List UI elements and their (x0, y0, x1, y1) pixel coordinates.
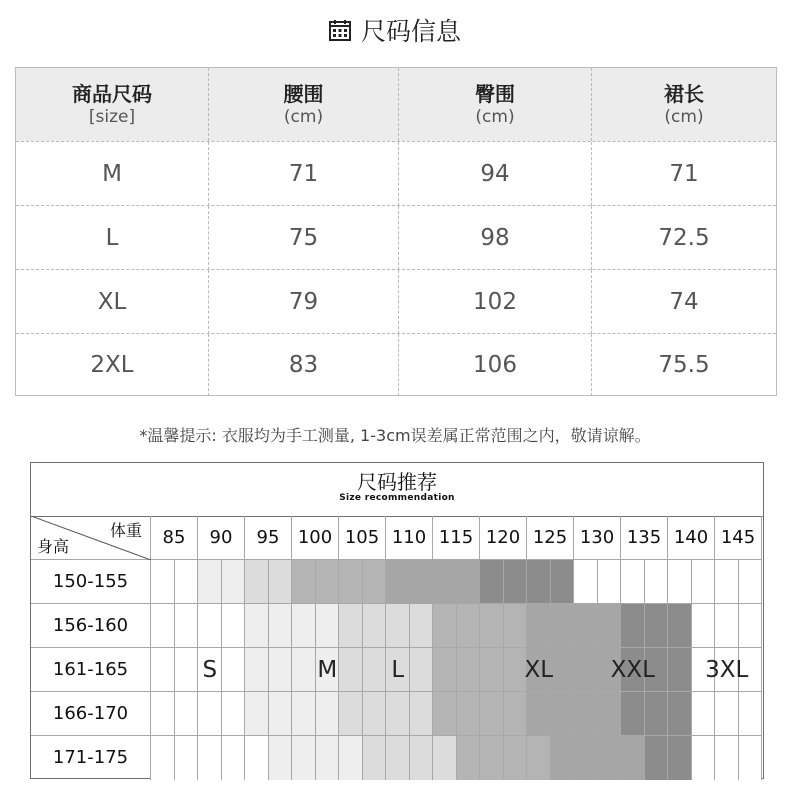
grid-cell (457, 648, 481, 692)
table-cell: 83 (208, 334, 398, 396)
page-title-text: 尺码信息 (360, 17, 461, 46)
weight-axis-label: 体重 (109, 521, 142, 540)
grid-cell (574, 692, 598, 736)
grid-cell (339, 560, 363, 604)
header-main: 臀围 (475, 81, 515, 106)
grid-cell (598, 692, 622, 736)
grid-cell (222, 604, 246, 648)
grid-cell (316, 692, 340, 736)
grid-cell (316, 604, 340, 648)
grid-cell (245, 604, 269, 648)
grid-cell (480, 648, 504, 692)
grid-cell (316, 560, 340, 604)
grid-cell (645, 604, 669, 648)
header-cell (591, 68, 776, 141)
grid-cell (339, 736, 363, 780)
grid-cell (386, 560, 410, 604)
grid-cell (715, 736, 739, 780)
grid-cell (551, 604, 575, 648)
table-row (16, 269, 776, 334)
grid-cell (433, 604, 457, 648)
size-label: M (317, 657, 338, 683)
table-row (16, 141, 776, 206)
header-cell (208, 68, 398, 141)
header-cell (398, 68, 591, 141)
table-cell: 75 (208, 206, 398, 270)
table-cell: 102 (398, 270, 591, 334)
grid-cell (175, 648, 199, 692)
grid-cell (504, 604, 528, 648)
weight-label: 125 (527, 516, 574, 560)
grid-cell (551, 560, 575, 604)
grid-cell (598, 736, 622, 780)
height-label: 171-175 (31, 736, 151, 780)
grid-cell (269, 736, 293, 780)
grid-cell (292, 560, 316, 604)
measurement-note: *温馨提示: 衣服均为手工测量, 1-3cm误差属正常范围之内，敬请谅解。 (139, 426, 651, 445)
grid-cell (198, 692, 222, 736)
table-cell: 71 (591, 142, 776, 206)
grid-cell (151, 604, 175, 648)
weight-label: 140 (668, 516, 715, 560)
table-cell: 79 (208, 270, 398, 334)
weight-label: 105 (339, 516, 386, 560)
recommendation-header (31, 463, 763, 517)
grid-cell (269, 692, 293, 736)
size-label: XL (524, 657, 554, 683)
grid-cell (551, 736, 575, 780)
grid-cell (410, 604, 434, 648)
grid-cell (598, 560, 622, 604)
grid-cell (574, 736, 598, 780)
grid-cell (292, 648, 316, 692)
header-unit: (cm) (283, 106, 324, 127)
weight-label: 85 (151, 516, 198, 560)
header-unit: [size] (88, 106, 136, 127)
table-cell: 2XL (90, 352, 134, 378)
grid-cell (457, 560, 481, 604)
grid-cell (739, 560, 763, 604)
grid-cell (457, 692, 481, 736)
table-row (16, 333, 776, 396)
corner-header (31, 516, 151, 560)
weight-label: 95 (245, 516, 292, 560)
grid-cell (363, 648, 387, 692)
grid-cell (551, 692, 575, 736)
grid-cell (245, 648, 269, 692)
grid-cell (292, 604, 316, 648)
table-cell: M (102, 161, 122, 187)
weight-label: 100 (292, 516, 339, 560)
grid-cell (292, 736, 316, 780)
grid-cell (151, 560, 175, 604)
table-cell: 94 (398, 142, 591, 206)
recommendation-title: 尺码推荐 (357, 470, 437, 494)
grid-cell (574, 604, 598, 648)
header-main: 腰围 (283, 81, 324, 106)
table-cell: 106 (398, 334, 591, 396)
height-axis-label: 身高 (37, 537, 70, 556)
header-unit: (cm) (475, 106, 515, 127)
grid-cell (386, 692, 410, 736)
grid-cell (222, 692, 246, 736)
recommendation-subtitle: Size recommendation (339, 493, 455, 503)
grid-cell (433, 560, 457, 604)
grid-cell (151, 692, 175, 736)
grid-cell (339, 692, 363, 736)
grid-cell (386, 604, 410, 648)
grid-cell (151, 736, 175, 780)
grid-cell (668, 604, 692, 648)
grid-cell (527, 604, 551, 648)
grid-cell (621, 736, 645, 780)
size-label: S (202, 657, 218, 683)
grid-cell (504, 692, 528, 736)
grid-cell (245, 692, 269, 736)
grid-cell (668, 736, 692, 780)
weight-label: 145 (715, 516, 762, 560)
grid-cell (692, 736, 716, 780)
grid-cell (457, 604, 481, 648)
weight-label: 120 (480, 516, 527, 560)
grid-cell (621, 560, 645, 604)
grid-cell (433, 648, 457, 692)
size-table (15, 67, 777, 396)
page-title (0, 12, 790, 48)
grid-cell (668, 648, 692, 692)
grid-cell (715, 692, 739, 736)
grid-cell (222, 648, 246, 692)
grid-cell (527, 736, 551, 780)
table-row (16, 205, 776, 270)
grid-cell (457, 736, 481, 780)
grid-cell (480, 736, 504, 780)
size-recommendation-chart (30, 462, 764, 779)
grid-cell (222, 736, 246, 780)
table-cell: 71 (208, 142, 398, 206)
grid-cell (151, 648, 175, 692)
grid-cell (198, 604, 222, 648)
size-label: XXL (610, 657, 655, 683)
grid-cell (504, 560, 528, 604)
size-label: L (391, 657, 405, 683)
header-main: 裙长 (664, 81, 704, 106)
grid-cell (739, 692, 763, 736)
grid-cell (175, 736, 199, 780)
grid-cell (386, 736, 410, 780)
grid-cell (410, 648, 434, 692)
grid-cell (363, 604, 387, 648)
height-label: 150-155 (31, 560, 151, 604)
grid-cell (433, 692, 457, 736)
table-cell: 75.5 (591, 334, 776, 396)
grid-cell (222, 560, 246, 604)
grid-cell (480, 560, 504, 604)
weight-label: 110 (386, 516, 433, 560)
grid-cell (574, 560, 598, 604)
grid-cell (692, 604, 716, 648)
grid-cell (198, 560, 222, 604)
grid-cell (269, 648, 293, 692)
weight-label: 135 (621, 516, 668, 560)
size-label: 3XL (705, 657, 749, 683)
grid-cell (692, 560, 716, 604)
grid-cell (433, 736, 457, 780)
grid-cell (175, 560, 199, 604)
grid-cell (339, 604, 363, 648)
grid-cell (410, 736, 434, 780)
header-unit: (cm) (664, 106, 704, 127)
grid-cell (692, 692, 716, 736)
grid-cell (621, 604, 645, 648)
grid-cell (621, 692, 645, 736)
height-label: 156-160 (31, 604, 151, 648)
height-label: 161-165 (31, 648, 151, 692)
grid-cell (480, 692, 504, 736)
grid-cell (527, 692, 551, 736)
grid-cell (504, 736, 528, 780)
grid-cell (245, 560, 269, 604)
grid-cell (175, 692, 199, 736)
height-label: 166-170 (31, 692, 151, 736)
grid-cell (269, 604, 293, 648)
grid-cell (668, 692, 692, 736)
table-cell: 72.5 (591, 206, 776, 270)
table-cell: XL (97, 289, 127, 315)
grid-cell (363, 692, 387, 736)
calendar-icon (329, 20, 351, 41)
grid-cell (551, 648, 575, 692)
grid-cell (668, 560, 692, 604)
grid-cell (574, 648, 598, 692)
grid-cell (410, 560, 434, 604)
grid-cell (316, 736, 340, 780)
grid-cell (339, 648, 363, 692)
grid-cell (715, 560, 739, 604)
header-main: 商品尺码 (72, 81, 152, 106)
grid-cell (198, 736, 222, 780)
grid-cell (269, 560, 293, 604)
grid-cell (739, 736, 763, 780)
grid-cell (715, 604, 739, 648)
grid-cell (739, 604, 763, 648)
grid-cell (527, 560, 551, 604)
grid-cell (363, 736, 387, 780)
size-table-header (16, 68, 776, 141)
grid-cell (480, 604, 504, 648)
grid-cell (245, 736, 269, 780)
grid-cell (645, 736, 669, 780)
weight-label: 115 (433, 516, 480, 560)
weight-label: 130 (574, 516, 621, 560)
header-cell (16, 68, 208, 141)
grid-cell (363, 560, 387, 604)
table-cell: 74 (591, 270, 776, 334)
grid-cell (645, 560, 669, 604)
table-cell: 98 (398, 206, 591, 270)
weight-label: 90 (198, 516, 245, 560)
grid-cell (175, 604, 199, 648)
grid-cell (292, 692, 316, 736)
table-cell: L (105, 225, 119, 251)
grid-cell (410, 692, 434, 736)
grid-cell (598, 604, 622, 648)
grid-cell (645, 692, 669, 736)
